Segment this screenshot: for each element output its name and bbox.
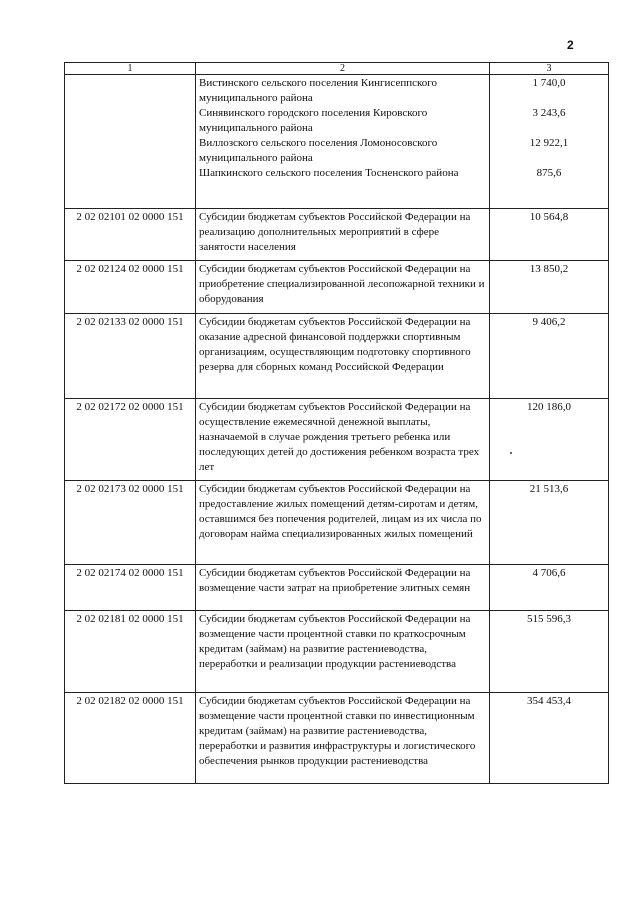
municipality-name: Виллозского сельского поселения Ломоносовского муниципального района	[199, 137, 438, 164]
description-cell: Субсидии бюджетам субъектов Российской Федерации на приобретение специализированной лесопожарной техники и оборудования	[196, 261, 490, 314]
amount-cell: 13 850,2	[490, 261, 609, 314]
table-row	[65, 261, 609, 314]
budget-code-cell: 2 02 02172 02 0000 151	[65, 399, 196, 481]
budget-code-cell: 2 02 02124 02 0000 151	[65, 261, 196, 314]
table-row	[65, 481, 609, 565]
description-cell: Субсидии бюджетам субъектов Российской Федерации на предоставление жилых помещений детям-сиротам и детям, оставшимся без попечения родителей, лицам из их числа по договорам найма специализированных жилых помещений	[196, 481, 490, 565]
budget-code-cell: 2 02 02133 02 0000 151	[65, 314, 196, 399]
column-header-2: 2	[196, 63, 490, 75]
table-row	[65, 209, 609, 261]
column-header-3: 3	[490, 63, 609, 75]
description-cell: Субсидии бюджетам субъектов Российской Федерации на возмещение части затрат на приобретение элитных семян	[196, 565, 490, 611]
budget-code-cell: 2 02 02174 02 0000 151	[65, 565, 196, 611]
amount-cell: 21 513,6	[490, 481, 609, 565]
amount-value: 875,6	[536, 167, 562, 179]
description-cell: Субсидии бюджетам субъектов Российской Федерации на возмещение части процентной ставки по краткосрочным кредитам (займам) на развитие растениеводства, переработки и реализации продукции растениеводства	[196, 611, 490, 693]
amount-cell: 515 596,3	[490, 611, 609, 693]
table-row-municipalities	[65, 75, 609, 209]
municipality-name: Вистинского сельского поселения Кингисеппского муниципального района	[199, 77, 438, 104]
column-header-1: 1	[65, 63, 196, 75]
municipality-name: Шапкинского сельского поселения Тосненского района	[199, 167, 459, 179]
amount-cell: 4 706,6	[490, 565, 609, 611]
budget-table	[64, 62, 609, 784]
table-row	[65, 565, 609, 611]
page-number: 2	[567, 38, 574, 52]
table-row	[65, 399, 609, 481]
table-row	[65, 693, 609, 784]
amount-value: 3 243,6	[532, 107, 566, 119]
description-cell: Субсидии бюджетам субъектов Российской Федерации на возмещение части процентной ставки по инвестиционным кредитам (займам) на развитие растениеводства, переработки и развития инфраструктуры и логистического обеспечения рынков продукции растениеводства	[196, 693, 490, 784]
scan-speck	[510, 452, 512, 454]
amount-cell: 10 564,8	[490, 209, 609, 261]
budget-code-cell: 2 02 02101 02 0000 151	[65, 209, 196, 261]
amount-value: 1 740,0	[532, 77, 566, 89]
table-header-row	[65, 63, 609, 75]
description-cell: Субсидии бюджетам субъектов Российской Федерации на реализацию дополнительных мероприятий в сфере занятости населения	[196, 209, 490, 261]
municipality-name: Синявинского городского поселения Кировского муниципального района	[199, 107, 428, 134]
municipality-list-cell	[196, 75, 490, 209]
table-body	[65, 63, 609, 784]
table-row	[65, 611, 609, 693]
budget-code-cell: 2 02 02173 02 0000 151	[65, 481, 196, 565]
budget-code-cell: 2 02 02181 02 0000 151	[65, 611, 196, 693]
table-row	[65, 314, 609, 399]
budget-code-cell: 2 02 02182 02 0000 151	[65, 693, 196, 784]
description-cell: Субсидии бюджетам субъектов Российской Федерации на оказание адресной финансовой поддержки спортивным организациям, осуществляющим подготовку спортивного резерва для сборных команд Российской Федерации	[196, 314, 490, 399]
amount-cell: 354 453,4	[490, 693, 609, 784]
amount-cell: 120 186,0	[490, 399, 609, 481]
amount-value: 12 922,1	[529, 137, 569, 149]
amount-cell: 9 406,2	[490, 314, 609, 399]
amount-list-cell	[490, 75, 609, 209]
description-cell: Субсидии бюджетам субъектов Российской Федерации на осуществление ежемесячной денежной выплаты, назначаемой в случае рождения третьего ребенка или последующих детей до достижения ребенком возраста трех лет	[196, 399, 490, 481]
code-cell	[65, 75, 196, 209]
